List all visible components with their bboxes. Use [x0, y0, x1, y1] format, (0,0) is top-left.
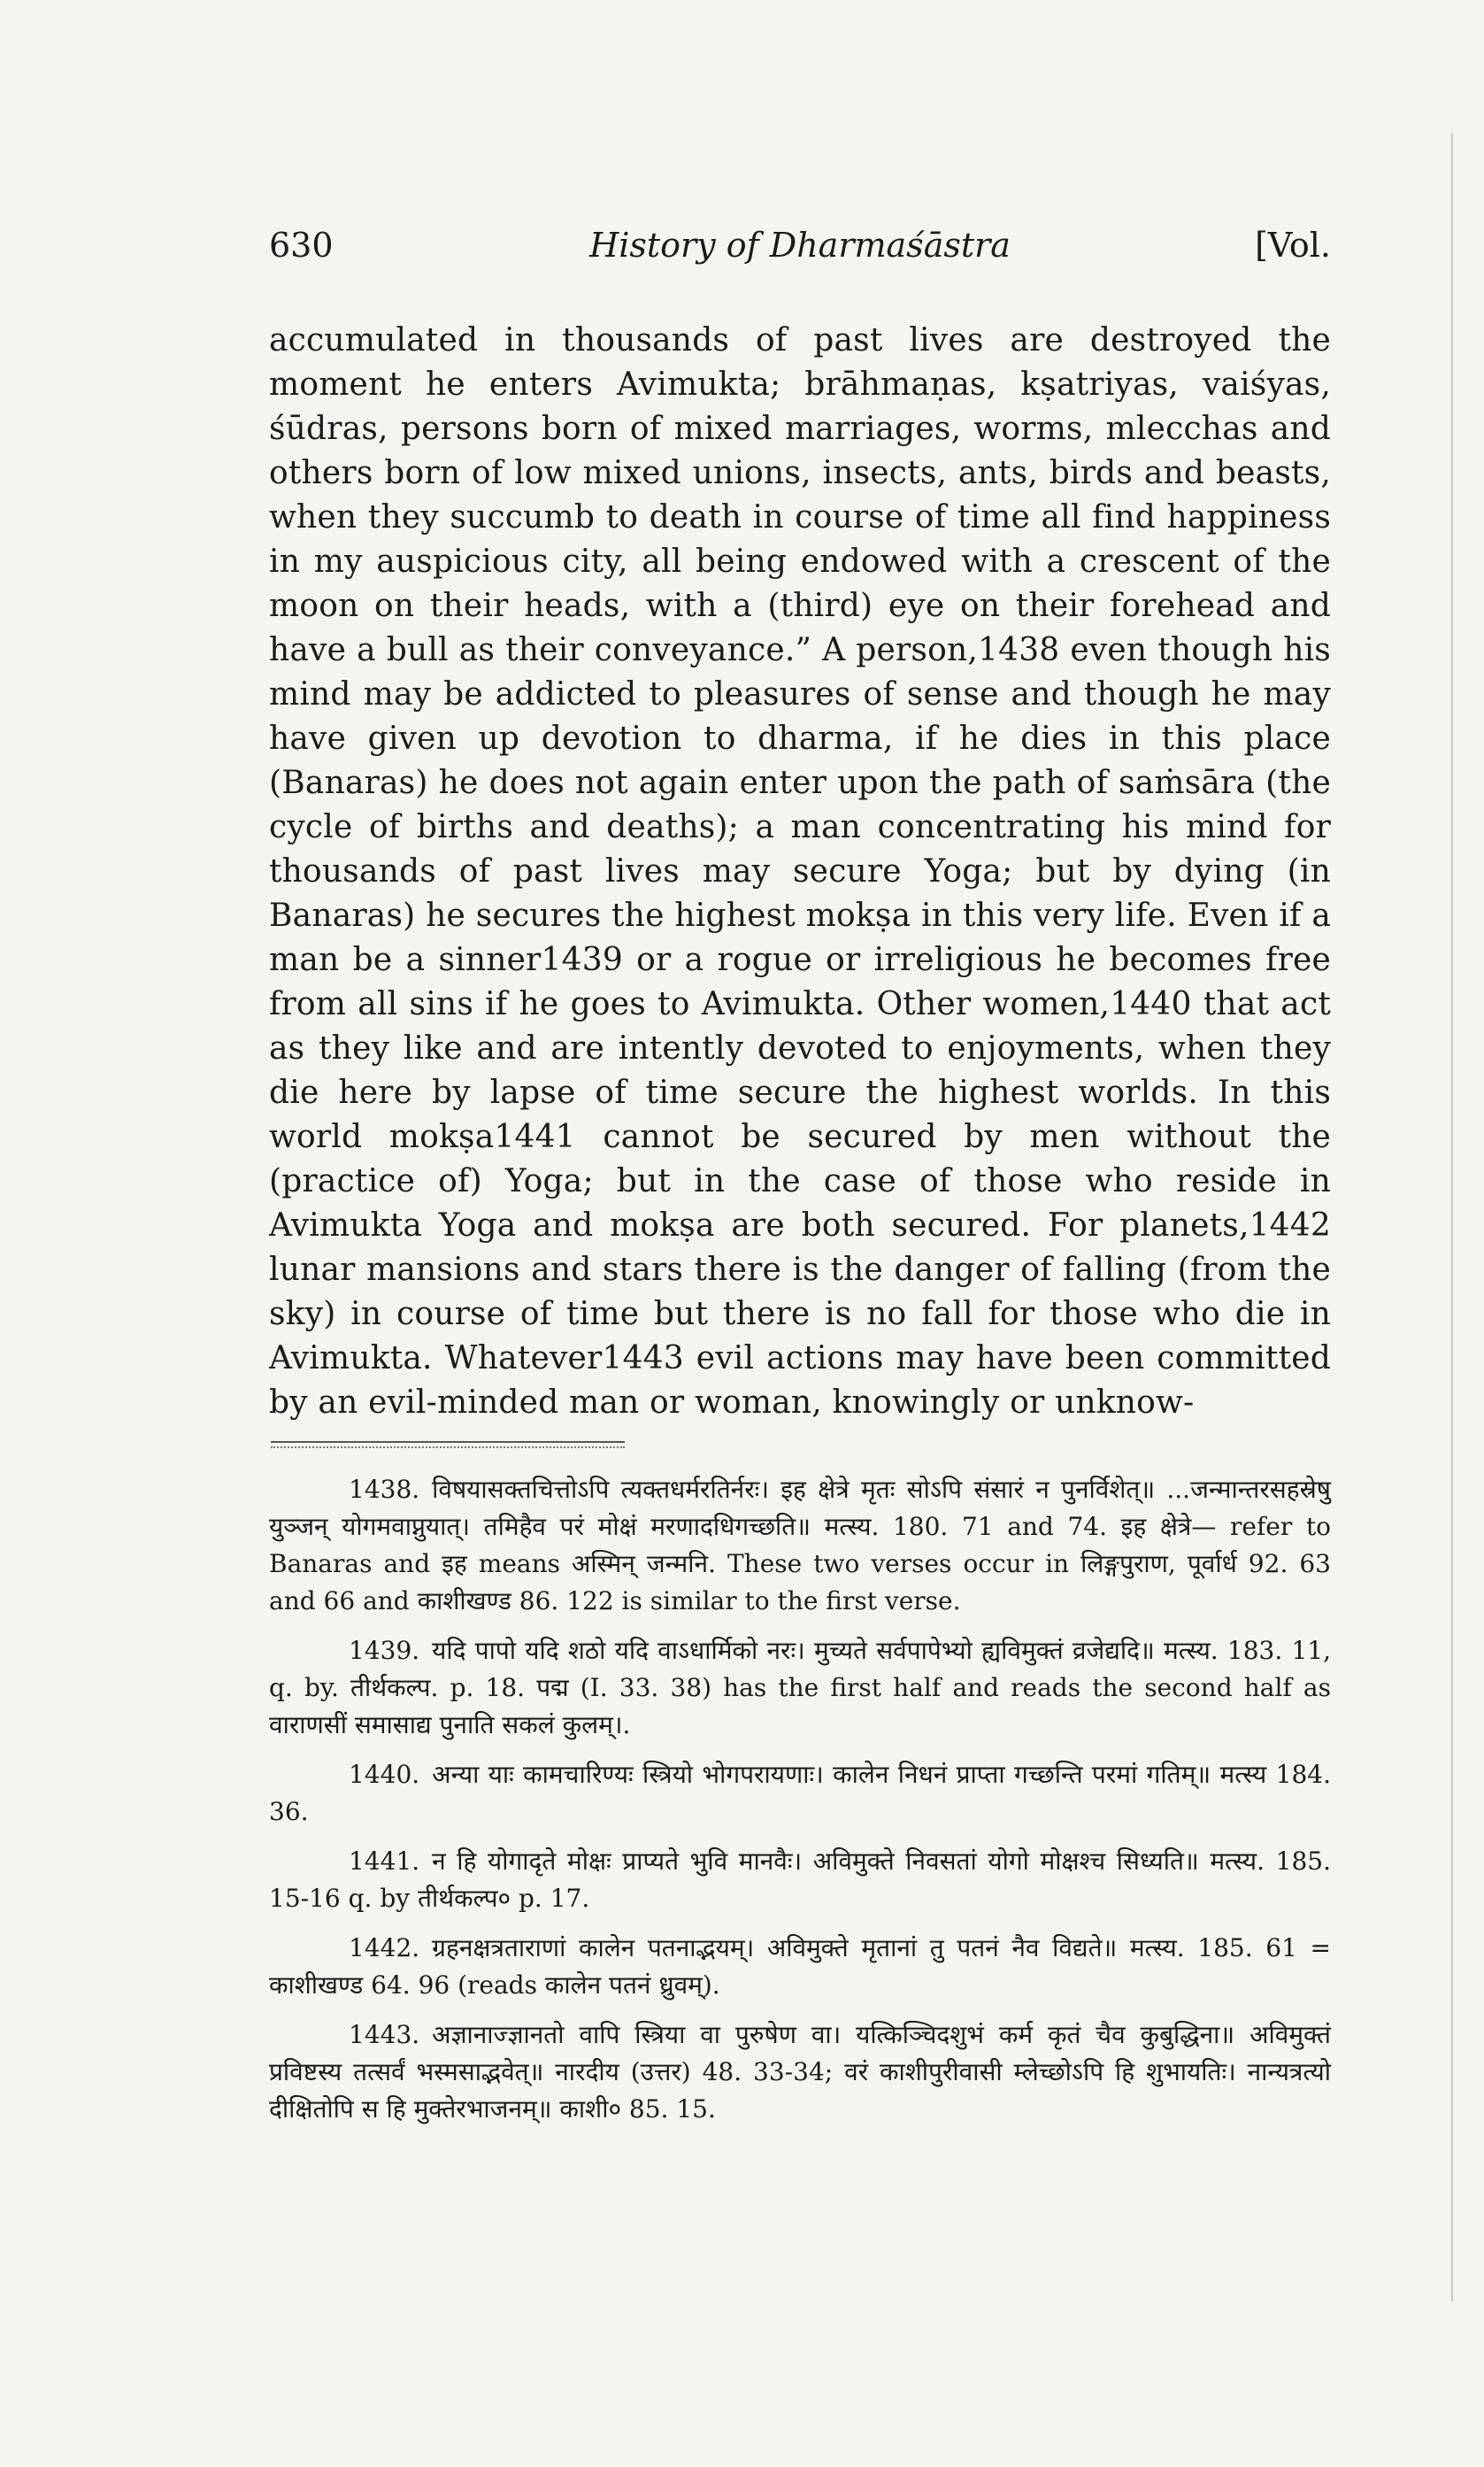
footnote-text: न हि योगादृते मोक्षः प्राप्यते भुवि मानवैः। अविमुक्ते निवसतां योगो मोक्षश्च सिध्यति॥ मत्स्य. 185. 15-16 q. by तीर्थकल्प० p. 17.	[269, 1846, 1331, 1913]
footnote-text: अज्ञानाज्ज्ञानतो वापि स्त्रिया वा पुरुषेण वा। यत्किञ्चिदशुभं कर्म कृतं चैव कुबुद्धिना॥ अविमुक्तं प्रविष्टस्य तत्सर्वं भस्मसाद्भवेत्॥ नारदीय (उत्तर) 48. 33-34; वरं काशीपुरीवासी म्लेच्छोऽपि हि शुभायतिः। नान्यत्रत्यो दीक्षितोपि स हि मुक्तेरभाजनम्॥ काशी० 85. 15.	[269, 2020, 1331, 2124]
footnotes	[269, 1471, 1331, 2140]
footnote-number: 1442.	[349, 1933, 420, 1962]
footnote-number: 1438.	[349, 1475, 420, 1504]
footnote-number: 1439.	[349, 1636, 420, 1665]
footnote-divider	[271, 1441, 625, 1443]
footnote-1439	[269, 1632, 1331, 1744]
footnote-number: 1441.	[349, 1846, 420, 1876]
footnote-text: विषयासक्तचित्तोऽपि त्यक्तधर्मरतिर्नरः। इह क्षेत्रे मृतः सोऽपि संसारं न पुनर्विशेत्॥ ...जन्मान्तरसहस्रेषु युञ्जन् योगमवाप्नुयात्। तमिहैव परं मोक्षं मरणादधिगच्छति॥ मत्स्य. 180. 71 and 74. इह क्षेत्रे— refer to Banaras and इह means अस्मिन् जन्मनि. These two verses occur in लिङ्गपुराण, पूर्वार्ध 92. 63 and 66 and काशीखण्ड 86. 122 is similar to the first verse.	[269, 1475, 1331, 1615]
footnote-1441	[269, 1843, 1331, 1917]
body-text	[269, 319, 1331, 1425]
page-header	[269, 226, 1331, 279]
scan-margin-line	[1451, 133, 1453, 2301]
body-paragraph: accumulated in thousands of past lives are destroyed the moment he enters Avimukta; brāhmaṇas, kṣatriyas, vaiśyas, śūdras, persons born of mixed marriages, worms, mlecchas and others born of low mixed unions, insects, ants, birds and beasts, when they succumb to death in course of time all find happiness in my auspicious city, all being endowed with a crescent of the moon on their heads, with a (third) eye on their forehead and have a bull as their conveyance.” A person,1438 even though his mind may be addicted to pleasures of sense and though he may have given up devotion to dharma, if he dies in this place (Banaras) he does not again enter upon the path of saṁsāra (the cycle of births and deaths); a man concentrating his mind for thousands of past lives may secure Yoga; but by dying (in Banaras) he secures the highest mokṣa in this very life. Even if a man be a sinner1439 or a rogue or irreligious he becomes free from all sins if he goes to Avimukta. Other women,1440 that act as they like and are intently devoted to enjoyments, when they die here by lapse of time secure the highest worlds. In this world mokṣa1441 cannot be secured by men without the (practice of) Yoga; but in the case of those who reside in Avimukta Yoga and mokṣa are both secured. For planets,1442 lunar mansions and stars there is the danger of falling (from the sky) in course of time but there is no fall for those who die in Avimukta. Whatever1443 evil actions may have been committed by an evil-minded man or woman, knowingly or unknow-	[269, 322, 1331, 1421]
footnote-text: ग्रहनक्षत्रताराणां कालेन पतनाद्भयम्। अविमुक्ते मृतानां तु पतनं नैव विद्यते॥ मत्स्य. 185. 61 = काशीखण्ड 64. 96 (reads कालेन पतनं ध्रुवम्).	[269, 1933, 1331, 2000]
footnote-1438	[269, 1471, 1331, 1620]
footnote-1440	[269, 1756, 1331, 1831]
footnote-text: अन्या याः कामचारिण्यः स्त्रियो भोगपरायणाः। कालेन निधनं प्राप्ता गच्छन्ति परमां गतिम्॥ मत्स्य 184. 36.	[269, 1760, 1331, 1826]
footnote-number: 1440.	[349, 1760, 420, 1789]
footnote-number: 1443.	[349, 2020, 420, 2049]
footnote-1443	[269, 2016, 1331, 2128]
running-title: History of Dharmaśāstra	[589, 226, 1011, 265]
page-number: 630	[269, 226, 334, 265]
footnote-1442	[269, 1930, 1331, 2004]
volume-label: [Vol.	[1255, 226, 1331, 265]
footnote-text: यदि पापो यदि शठो यदि वाऽधार्मिको नरः। मुच्यते सर्वपापेभ्यो ह्यविमुक्तं व्रजेद्यदि॥ मत्स्य. 183. 11, q. by. तीर्थकल्प. p. 18. पद्म (I. 33. 38) has the first half and reads the second half as वाराणसीं समासाद्य पुनाति सकलं कुलम्।.	[269, 1636, 1331, 1739]
